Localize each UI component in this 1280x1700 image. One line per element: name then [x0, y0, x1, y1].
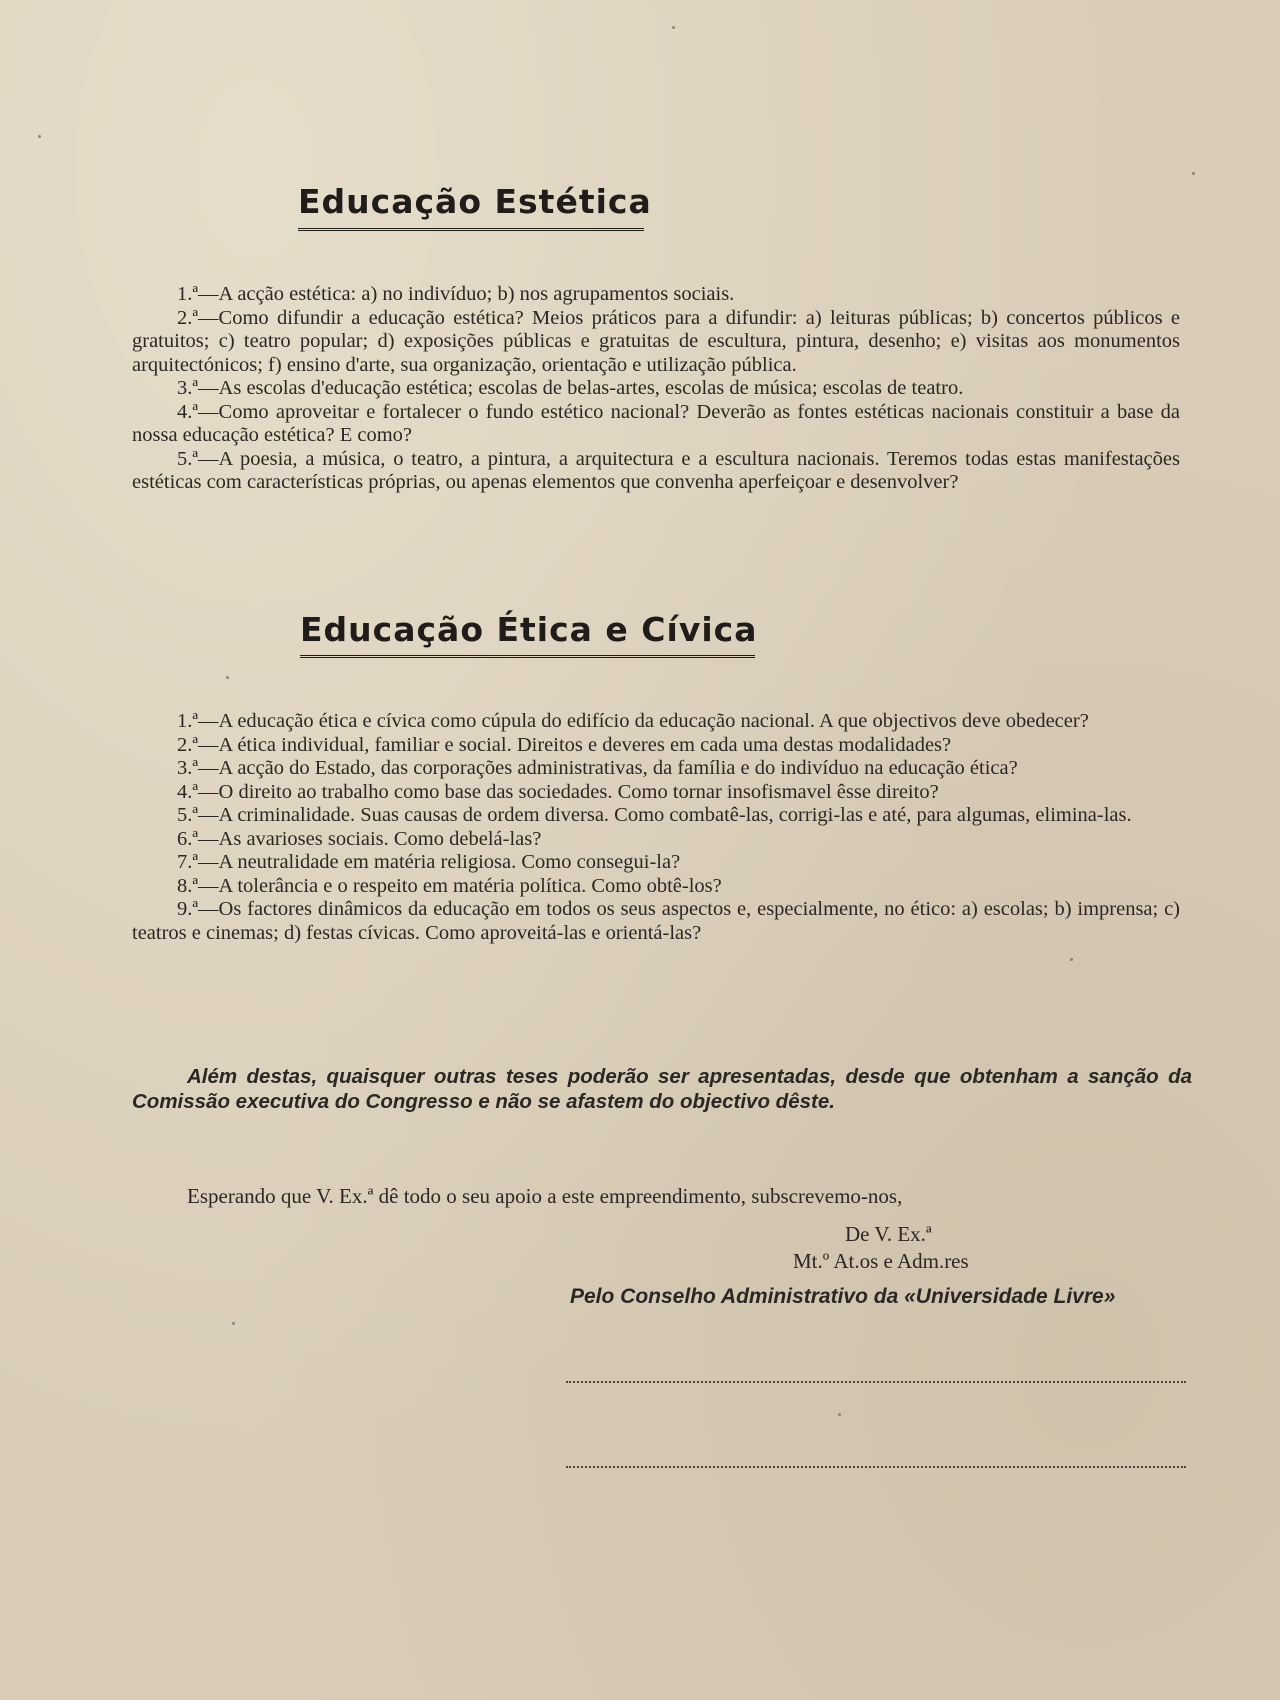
ethics-item-4: 4.ª—O direito ao trabalho como base das sociedades. Como tornar insofismavel êsse direito? — [177, 780, 939, 803]
paper-speck — [1192, 172, 1195, 175]
section-title-ethics: Educação Ética e Cívica — [300, 610, 758, 649]
section-title-aesthetic: Educação Estética — [298, 182, 652, 221]
closing-note — [132, 1064, 1192, 1114]
ethics-item-7: 7.ª—A neutralidade em matéria religiosa. Como consegui-la? — [177, 851, 681, 873]
signature-line-1: De V. Ex.ª — [845, 1222, 932, 1246]
paper-speck — [232, 1322, 235, 1325]
ethics-item-1: 1.ª—A educação ética e cívica como cúpula do edifício da educação nacional. A que objectivos deve obedecer? — [177, 710, 1089, 732]
paper-speck — [672, 26, 675, 29]
signature-line-2: Mt.º At.os e Adm.res — [793, 1249, 969, 1273]
ethics-item-2: 2.ª—A ética individual, familiar e social. Direitos e deveres em cada uma destas modalidades? — [177, 733, 952, 756]
aesthetic-items — [132, 283, 1180, 495]
aesthetic-item-1: 1.ª—A acção estética: a) no indivíduo; b) nos agrupamentos sociais. — [177, 283, 735, 305]
council-signature: Pelo Conselho Administrativo da «Universidade Livre» — [570, 1285, 1116, 1308]
ethics-items — [132, 710, 1180, 945]
ethics-item-6: 6.ª—As avarioses sociais. Como debelá-las? — [177, 827, 542, 850]
greeting: Esperando que V. Ex.ª dê todo o seu apoio a este empreendimento, subscrevemo-nos, — [187, 1184, 903, 1208]
paper-speck — [226, 676, 229, 679]
ethics-item-3: 3.ª—A acção do Estado, das corporações administrativas, da família e do indivíduo na educação ética? — [177, 757, 1018, 779]
title-underline-aesthetic — [298, 228, 644, 231]
title-underline-ethics — [300, 655, 755, 658]
paper-speck — [838, 1413, 841, 1416]
signature-dotted-line-1 — [566, 1381, 1186, 1383]
ethics-item-9: 9.ª—Os factores dinâmicos da educação em todos os seus aspectos e, especialmente, no ético: a) escolas; b) imprensa; c) teatros e cinemas; d) festas cívicas. Como aproveitá-las e orientá-las? — [132, 898, 1180, 944]
aesthetic-item-4: 4.ª—Como aproveitar e fortalecer o fundo estético nacional? Deverão as fontes estéticas nacionais constituir a base da nossa educação estética? E como? — [132, 400, 1180, 446]
aesthetic-item-2: 2.ª—Como difundir a educação estética? Meios práticos para a difundir: a) leituras públicas; b) concertos públicos e gratuitos; c) teatro popular; d) exposições públicas e gratuitas de escultura, pintura, desenho; e) visitas aos monumentos arquitectónicos; f) ensino d'arte, sua organização, orientação e utilização pública. — [132, 306, 1180, 376]
closing-note-text: Além destas, quaisquer outras teses poderão ser apresentadas, desde que obtenham a sanção da Comissão executiva do Congresso e não se afastem do objectivo dêste. — [132, 1065, 1192, 1113]
aesthetic-item-3: 3.ª—As escolas d'educação estética; escolas de belas-artes, escolas de música; escolas de teatro. — [177, 377, 964, 399]
paper-speck — [1070, 958, 1073, 961]
ethics-item-8: 8.ª—A tolerância e o respeito em matéria política. Como obtê-los? — [177, 874, 722, 897]
paper-speck — [38, 135, 41, 138]
aesthetic-item-5: 5.ª—A poesia, a música, o teatro, a pintura, a arquitectura e a escultura nacionais. Teremos todas estas manifestações estéticas com características próprias, ou apenas elementos que convenha aperfeiçoar e desenvolver? — [132, 447, 1180, 493]
ethics-item-5: 5.ª—A criminalidade. Suas causas de ordem diversa. Como combatê-las, corrigi-las e até, para algumas, elimina-las. — [177, 804, 1132, 826]
signature-dotted-line-2 — [566, 1466, 1186, 1468]
